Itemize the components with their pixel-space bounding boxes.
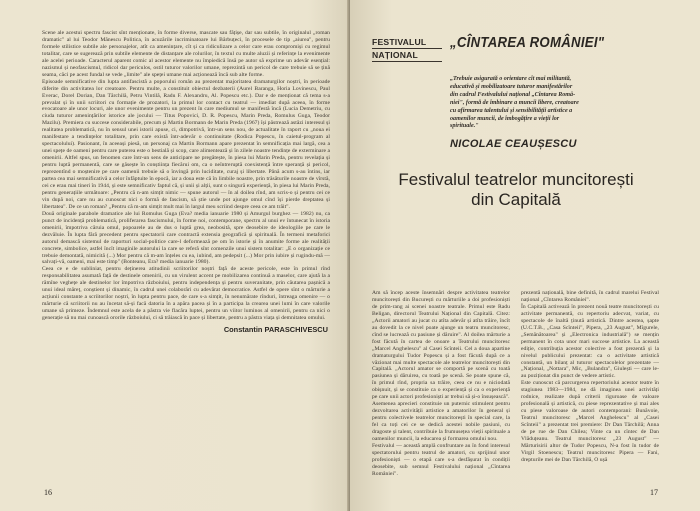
festival-title: „CÎNTAREA ROMÂNIEI": [450, 34, 605, 51]
epigraph-author: NICOLAE CEAUȘESCU: [450, 138, 577, 151]
article-column-1-text: Am să încep aceste însemnări despre activitatea teatrelor muncitorești din București cu mărturiile a doi profesioniști de prim-rang ai scenei noastre teatrale. Primul este Radu Beligan, directorul Teatrului Național din Capitală. Citez: „Actorii amatori au jucat cu atîta adevăr și atîta trăire, încît au dovedit la ce nivel poate ajunge un teatru muncitoresc, cînd se lucrează cu pasiune și dăruire". Al doilea mărturie a fost făcută în cartea de onoare a Teatrului muncitoresc „Marcel Anghelescu" al Casei Scînteii. Cel a doua apartine dramaturgului Tudor Popescu și a fost făcută după ce a văzionat mai multe spectacole ale teatrelor muncitorești din Capitală. „Actorul amator se comportă pe scenă cu toată pasiunea și dăruirea, cu toată pe scenă. Se poate spune că, în primul rînd, propria sa trăire, ceea ce nu e niciodată obișnuit, și se constituie ca o experiență și ca o experiență pe care unii actori profesioniști ar trebui să și-o însușească". Asemenea aprecieri constituie un puternic stimulent pentru dezvoltarea activității artistice a amatorilor în general și pentru colectivele teatrelor muncitorești în special care, la fel ca toți cei ce se dedică acestei nobile pasiuni, cu dragoste și talent, contribuie la frumusețea vieții spirituale a oamenilor muncii, la educarea și formarea omului nou. Festivalul — această amplă confruntare au în fond interesul spectatorului pentru teatrul de amatori, cu sprijinul unor profesioniști — o etapă care s-a desfășurat în condiții deosebite, sub semnul Festivalului național „Cîntarea României".: [372, 290, 510, 477]
left-article-body: Scene ale acestui spectru fascist sînt menționate, în forme diverse, mascate sau fățișe, dar sau subtile, în originalul „roman dramatic" al lui Teodor Mănescu Politica, în acuzările incriminatoare lui Bărbuțeci, în procesele de tip „aiurea", pentru formele stilistice subtile ale personajelor, atît ca amenințare, cît și ca ridiculizare a celor care erau compromiși cu regimul totalitar, care se sugerează prin subtile elemente de distanțare ale rolurilor, în textul cu multe aluzii și referințe la evenimente ale acelei perioade. Caracterul aparent comic al acestor elemente nu împiedică însă pe autor să exprime un adevăr esențial: nazismul și neofascismul, ridicol dar periculos, ostil tuturor valorilor umane, reprezintă un pericol de care trebuie să se țină seama, căci pe acest fundal se vede „limite" ale speței umane mai acționează încă sub alte forme. Episoade semnificative din lupta antifascistă a poporului român au prezentat majoritatea dramaturgilor noștri, în perioade diferite din activitatea lor creatoare. Pentru multe, a constituit obiectul dezbaterii (Aurel Baranga, Horia Lovinescu, Paul Everac, Dorel Dorian, Dan Tărchilă, Petru Vintilă, Radu F. Alexandru, Al. Popescu etc.). Dar e de menționat că tema s-a prevalat și în unii scriitori cu formație de prozatori, la primul lor contact cu teatrul — imediat după aceea, în forme evocatoare ale unor locuri, ale unor evenimente pentru un prezent în care mediumul se manifestă încă (Lucia Demetriu, cu ciuda tuturor amenințărilor istorice ale jocului — Titus Popovici, D. R. Popescu, Marin Preda, Romulus Guga, Teodor Mazilu). Premiera cu succese considerabile, precum și Martin Bormann de Marin Preda (1967) își păstrează astăzi interesul și realitatea problematică, nu în sensul unei istorii apuse, ci, dimpotrivă, într-un sens nou, de actualitate în raport cu „noua ei manifestare a tendințelor totalitare, prin care există într-adevăr o continuitate (Rodica Popescu, în caietul-program al spectacolului). Pasionant, în aceeași piesă, un personaj ca Martin Bormann apare prezentat în semnificația mai largă, cea a unei spețe de oameni pentru care puterea este o bestială și scop, care alimentează și în zilele noastre tendințe de exterminare a omenirii. Altfel spus, un fenomen care într-un sens de anticipare ne pregătește, în piesa lui Marin Preda, pentru revelația și pentru luptă permanentă, care se găsește în conștiința fiecărui om, ca o neîntreruptă coexistență între speranță și pericol, reprezentînd o moștenire pe care oamenii trebuie să o învingă prin luciditate, curaj și libertate. Până acum s-au întins, iar partea cea mai semnificativă a celor înfăptuite în epocă, iar a doua este că în limbile noastre, prin trăsăturile noastre de vîrstă, cei ce erau mai tineri în 1944, și este semnificativ faptul că, și unii și alții, sunt o singură experiență, în piesa lui Marin Preda, pentru generațiile următoare: „Pentru că n-am simțit nimic — spune autorul — în al doilea rînd, am scris-o și pentru cei ce vin după noi, care nu au cunoscut nici o formă de fascism, să știe unde pot ajunge omul cînd își pierde dreptatea și libertatea". De ce un roman? „Pentru că m-am simțit mult mai în largul meu scriind despre ceea ce am trăit". Două originale parabole dramatice ale lui Romulus Guga (Eva? media ianuarie 1980 și Amurgul burghez — 1982) nu, ca punct de incidență problematică, proliferarea fascismului, în forme noi, contemporane, spectru al unui ev întunecat în istoria omenirii, împotriva căruia omul, popoarele au de dus o luptă grea, neobosită, spre deosebire de ideologiile pe care le dezvăluie. În lupta fără precedent pentru spectatorii care contractă extensia geografică și spirituală. În termeni metaforici autorul demască sistemul de raporturi social-politice care-l deformează pe om în istorie și în anumite forme ale realității concrete, simbolice, astfel încît imaginile autorului la care se referă sînt comenzile unui sistem totalitar: „E o organizație ce trebuie demontată, nimicită (...) Mor pentru că m-am înțeles cu ea, iubind, am pedepsit (...) Mor prin iubire și rugindu-mă — salvați-vă, oameni, mai este timp" (Bonteanu, Era? media ianuarie 1980). Ceea ce e de subliniat, pentru deținerea atitudinii scriitorilor noștri față de aceste pericole, este în primul rînd responsabilitatea asumată față de destinele omenirii, cu un virulent accent pe mobilizarea continuă a maselor, care ajută la a rămîne veghețe ale destinelor lor împotriva războiului, pentru independența și pentru suveranitate, prin căutarea pașnică a unui ideal măreț, conștient și dinamic, în cadrul unei colaborări cu adevărat democratice. Astfel de opere sînt o mărturie a acțiunii constante a scriitorilor noștri, în lupta pentru pace, de care s-a simțit, în nenumărate rînduri, întreaga omenire — o mărturie că scriitorii nu au încetat să-și facă datoria în a apăra pacea și în a participa la crearea unei lumi în care valorile umane să primeze. Îndemnul este acela de a păstra vie flacăra luptei, pentru un viitor luminos al omenirii, pentru ca nici o generație să nu mai cunoască ororile războiului, ci să trăiască în pace și libertate, pentru a păstra viața și demnitatea omului.: [42, 30, 330, 322]
epigraph-quote: „Trebuie asigurată o orientare cît mai militantă, educativă și mobilizatoare tuturor manifestărilor din cadrul Festivalului național „Cîntarea Româ- niei", formă de îmbinare a muncii libere, creatoare cu afirmarea talentului și sensibilității artistice a oamenilor muncii, de îmbogățire a vieții lor spirituale.": [450, 76, 579, 130]
festival-label-line1: FESTIVALUL: [372, 36, 442, 49]
article-author: Constantin PARASCHIVESCU: [223, 325, 328, 335]
article-title: [372, 170, 660, 210]
festival-label-line2: NAȚIONAL: [372, 49, 442, 62]
article-title-line1: Festivalul teatrelor muncitorești: [398, 170, 634, 190]
page-number-right: 17: [650, 488, 658, 497]
article-columns: [372, 290, 660, 478]
article-title-line2: din Capitală: [471, 190, 561, 210]
festival-header: [372, 28, 660, 68]
right-page: [350, 0, 700, 511]
article-column-2-text: prezentă națională, bine definită, în cadrul marelui Festival național „Cîntarea României". În Capitală activează în prezent nouă teatre muncitorești cu activitate permanentă, cu repertoriu adecvat, variat, cu spectacole de înaltă ținută artistică. Dintre acestea, șapte (U.C.T.B., „Casa Scînteii", Pipera, „23 August", Mîgurele, „Semănătoarea" și „Electronica industrială") se mențin permanent în cota unor mari succese artistice. La această ediție, contribuția acestor colective a fost prezentă și la nivelul publicului prezentat: ca o activitate artistică constantă, un bilanț al tuturor spectacolelor prezentate — „Național, „Nottara", Mic, „Bulandra", Giulești — care le-au poziționat din punct de vedere artistic. Este cunoscut că parcurgerea repertoriului acestor teatre în stagiunea 1983—1984, ne dă imaginea unei activități rodnice, realizate după criterii riguroase de valoare profesională și artistică, cu piese reprezentative și mai ales cu piese valoroase de autori contemporani: Bunăvoie, Teatrul muncitoresc „Marcel Anghelescu" al „Casei Scînteii" a prezentat trei premiere: Dr Dan Tărchilă; Anna de pe rue de Dan Chilea; Vinte ca un cîntec de Dan Vlăduțeanu. Teatrul muncitoresc „23 August" — Mărturisirii altor de Tudor Popescu, N-a fost în tudor de Virgil Stoenescu; Teatrul muncitoresc Pipera — Fani, drepturile mei de Dan Tărchilă, O ușă: [521, 290, 659, 463]
article-column-2: [521, 290, 659, 478]
page-number-left: 16: [44, 488, 52, 497]
festival-label: [372, 36, 442, 62]
article-column-1: [372, 290, 510, 478]
